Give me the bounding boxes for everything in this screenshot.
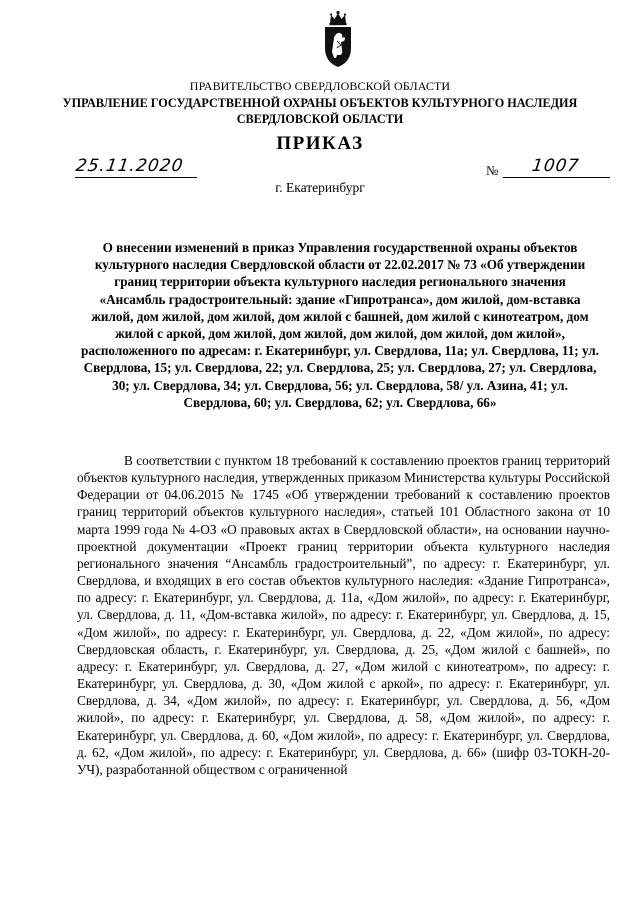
order-body-paragraph: В соответствии с пунктом 18 требований к составлению проектов границ территорий объектов культурного наследия, утвержденных приказом Министерства культуры Российской Федерации от 04.06.2015 № 1745 «Об утверждении требований к составлению проектов границ территорий объектов культурного наследия», статьей 101 Областного закона от 10 марта 1999 года № 4-ОЗ «О правовых актах в Свердловской области», на основании научно-проектной документации «Проект границ территории объекта культурного наследия регионального значения “Ансамбль градостроительный”, по адресу: г. Екатеринбург, ул. Свердлова, и входящих в его состав объектов культурного наследия: «Здание Гипротранса», по адресу: г. Екатеринбург, ул. Свердлова, д. 11а, «Дом жилой», по адресу: г. Екатеринбург, ул. Свердлова, д. 11, «Дом-вставка жилой», по адресу: г. Екатеринбург, ул. Свердлова, д. 15, «Дом жилой», по адресу: г. Екатеринбург, ул. Свердлова, д. 22, «Дом жилой», по адресу: Свердловская область, г. Екатеринбург, ул. Свердлова, д. 25, «Дом жилой с башней», по адресу: г. Екатеринбург, ул. Свердлова, д. 27, «Дом жилой с кинотеатром», по адресу: г. Екатеринбург, ул. Свердлова, д. 30, «Дом жилой с аркой», по адресу: г. Екатеринбург, ул. Свердлова, д. 34, «Дом жилой», по адресу: г. Екатеринбург, ул. Свердлова, д. 56, «Дом жилой», по адресу: г. Екатеринбург, ул. Свердлова, д. 58, «Дом жилой», по адресу: г. Екатеринбург, ул. Свердлова, д. 60, «Дом жилой», по адресу: г. Екатеринбург, ул. Свердлова, д. 62, «Дом жилой», по адресу: г. Екатеринбург, ул. Свердлова, д. 66» (шифр 03-ТОКН-20-УЧ), разработанной обществом с ограниченной	[77, 453, 610, 777]
department-name	[0, 95, 640, 127]
department-name-text: УПРАВЛЕНИЕ ГОСУДАРСТВЕННОЙ ОХРАНЫ ОБЪЕКТОВ КУЛЬТУРНОГО НАСЛЕДИЯ СВЕРДЛОВСКОЙ ОБЛАСТИ	[62, 96, 578, 126]
order-date: 25.11.2020	[74, 156, 185, 176]
order-number: 1007	[530, 156, 581, 176]
government-name: ПРАВИТЕЛЬСТВО СВЕРДЛОВСКОЙ ОБЛАСТИ	[189, 79, 451, 93]
order-subject: О внесении изменений в приказ Управления государственной охраны объектов культурного наследия Свердловской области от 22.02.2017 № 73 «Об утверждении границ территории объекта культурного наследия регионального значения «Ансамбль градостроительный: здание «Гипротранса», дом жилой, дом-вставка жилой, дом жилой, дом жилой, дом жилой с башней, дом жилой с кинотеатром, дом жилой с аркой, дом жилой, дом жилой, дом жилой, дом жилой, дом жилой», расположенного по адресам: г. Екатеринбург, ул. Свердлова, 11а; ул. Свердлова, 11; ул. Свердлова, 15; ул. Свердлова, 22; ул. Свердлова, 25; ул. Свердлова, 27; ул. Свердлова, 30; ул. Свердлова, 34; ул. Свердлова, 56; ул. Свердлова, 58/ ул. Азина, 41; ул. Свердлова, 60; ул. Свердлова, 62; ул. Свердлова, 66»	[81, 240, 599, 410]
number-underline	[503, 177, 610, 178]
date-underline	[75, 177, 197, 178]
coat-of-arms-icon	[322, 10, 354, 68]
city: г. Екатеринбург	[275, 180, 365, 195]
number-label: №	[486, 163, 499, 178]
document-type: ПРИКАЗ	[276, 133, 364, 154]
